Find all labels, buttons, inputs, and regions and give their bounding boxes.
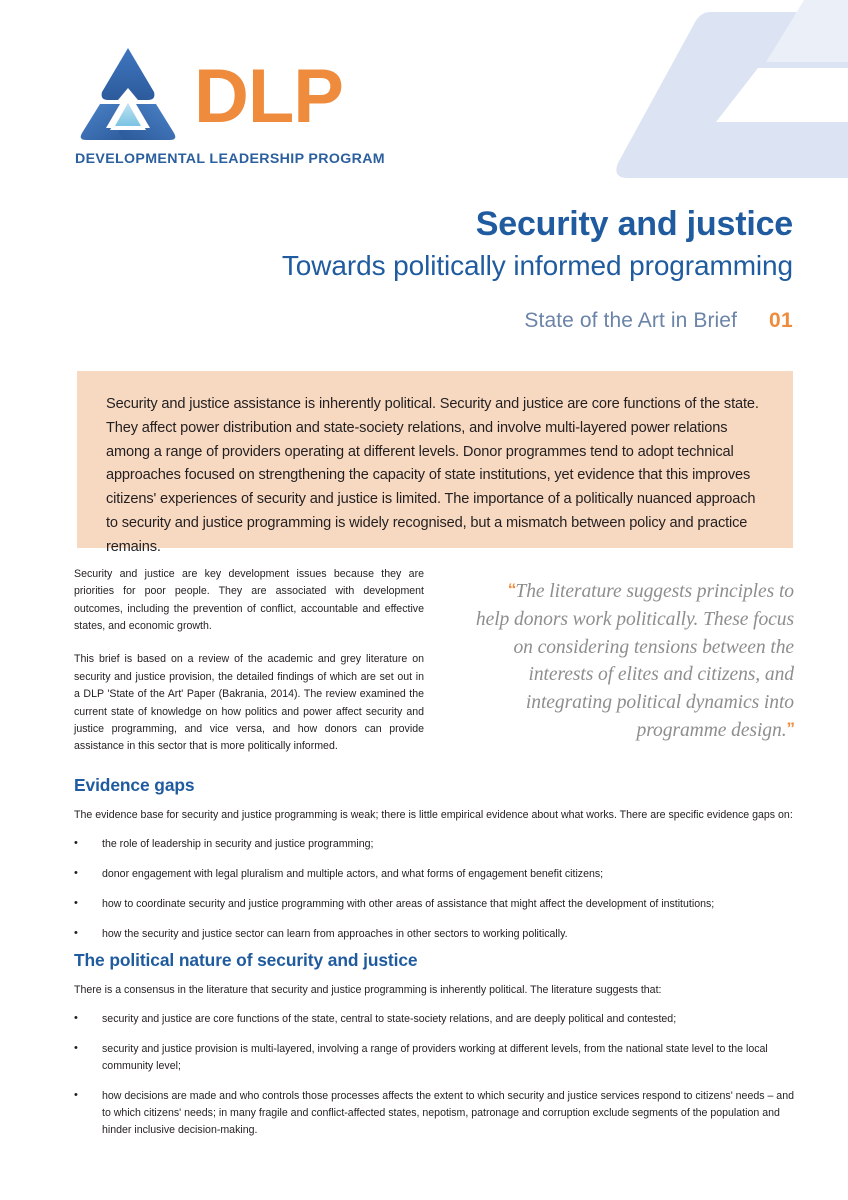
intro-columns [74,566,794,756]
pull-quote-text: The literature suggests principles to help donors work politically. These focus on considering tensions between the interests of elites and citizens, and integrating political dynamics into programme design. [475,581,794,742]
section-intro: The evidence base for security and justice programming is weak; there is little empirical evidence about what works. There are specific evidence gaps on: [74,809,793,821]
dlp-logo [74,44,385,167]
series-line [77,309,793,333]
pull-quote [472,578,794,745]
intro-paragraph: Security and justice are key development issues because they are priorities for poor people. They are associated with development outcomes, including the prevention of conflict, accountable and effective states, and economic growth. [74,568,424,633]
quote-close-mark: ” [786,719,794,739]
list-item: • donor engagement with legal pluralism and multiple actors, and what forms of engagement benefit citizens; [74,866,794,883]
abstract-panel [77,371,793,555]
list-item: • security and justice provision is multi-layered, involving a range of providers working at different levels, from the national state level to the local community level; [74,1041,794,1075]
page-subtitle: Towards politically informed programming [281,250,793,282]
abstract-text: Security and justice assistance is inherently political. Security and justice are core functions of the state. They affect power distribution and state-society relations, and involve multi-layered power relations among a range of providers operating at different levels. Donor programmes tend to adopt technical approaches focused on strengthening the capacity of state institutions, yet evidence that this improves citizens' experiences of security and justice is limited. The importance of a politically nuanced approach to security and justice programming is widely recognised, but a mismatch between policy and practice remains. [106,396,759,555]
logo-wordmark: DLP [194,53,343,139]
list-item: • security and justice are core functions of the state, central to state-society relations, and are deeply political and contested; [74,1011,794,1028]
list-item: • how decisions are made and who controls those processes affects the extent to which security and justice services respond to citizens' needs – and to which citizens' needs; in many fragile and conflict-affected states, nepotism, patronage and corruption exclude segments of the population and hinder inclusive decision-making. [74,1088,794,1139]
bullet-list [74,1011,794,1139]
section-heading: Evidence gaps [74,775,195,795]
series-label: State of the Art in Brief [524,308,738,332]
list-item: • how to coordinate security and justice programming with other areas of assistance that might affect the development of institutions; [74,896,794,913]
section-evidence-gaps [74,775,794,943]
section-heading: The political nature of security and justice [74,950,418,970]
section-political-nature [74,950,794,1139]
logo-tagline: DEVELOPMENTAL LEADERSHIP PROGRAM [75,151,385,167]
section-intro: There is a consensus in the literature that security and justice programming is inherently political. The literature suggests that: [74,984,662,996]
intro-paragraph: This brief is based on a review of the academic and grey literature on security and justice provision, the detailed findings of which are set out in a DLP 'State of the Art' Paper (Bakrania, 2014). The review examined the current state of knowledge on how politics and power affect security and justice programming, and vice versa, and how donors can provide assistance in this sector that is more politically informed. [74,653,424,753]
intro-column [74,566,424,756]
quote-open-mark: “ [507,580,516,599]
list-item: • how the security and justice sector can learn from approaches in other sectors to working politically. [74,926,794,943]
list-item: • the role of leadership in security and justice programming; [74,836,794,853]
page-title: Security and justice [475,205,793,243]
corner-decoration-graphic [598,0,848,195]
pull-quote-column [472,566,794,756]
dlp-triangle-logo-icon [74,44,182,144]
series-number: 01 [769,308,793,332]
bullet-list [74,836,794,943]
title-block [77,205,793,333]
